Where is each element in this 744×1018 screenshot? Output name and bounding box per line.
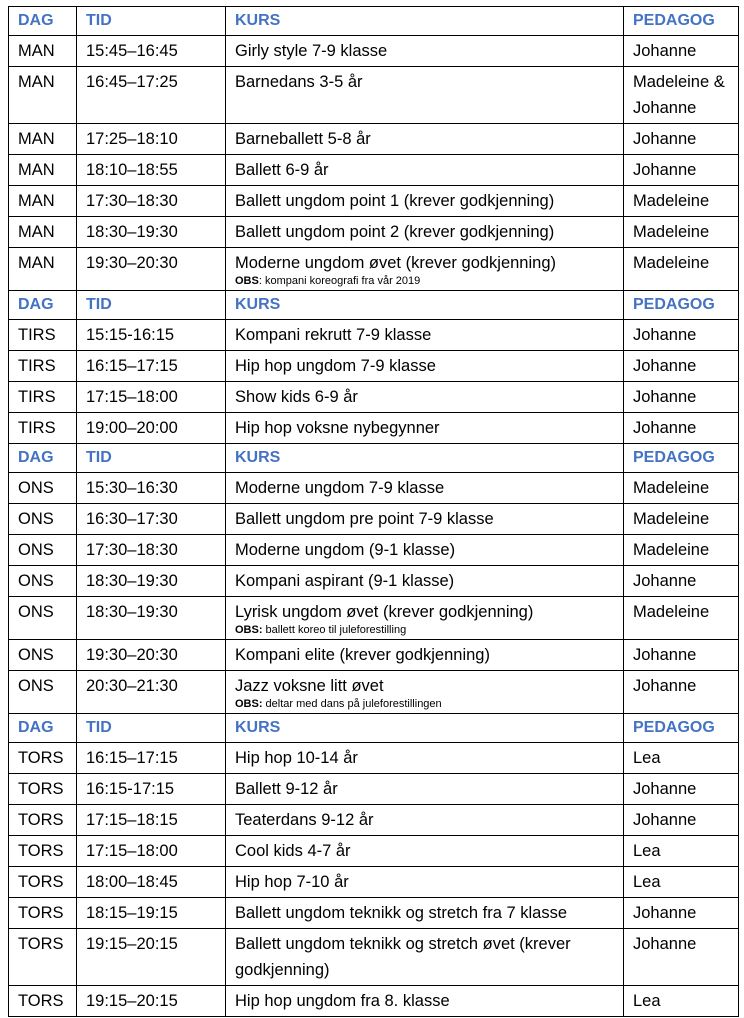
cell-teacher: Johanne — [624, 351, 739, 382]
table-row — [9, 898, 739, 929]
table-row — [9, 566, 739, 597]
header-course: KURS — [226, 7, 624, 36]
cell-course — [226, 382, 624, 413]
table-row — [9, 986, 739, 1017]
cell-teacher: Madeleine — [624, 248, 739, 291]
course-name: Barneballett 5-8 år — [235, 130, 371, 148]
table-row — [9, 473, 739, 504]
header-row — [9, 444, 739, 473]
note-text: deltar med dans på juleforestillingen — [262, 698, 442, 710]
header-time: TID — [77, 444, 226, 473]
cell-day: TIRS — [9, 351, 77, 382]
cell-course — [226, 805, 624, 836]
table-row — [9, 836, 739, 867]
cell-course — [226, 186, 624, 217]
cell-teacher: Madeleine — [624, 186, 739, 217]
table-row — [9, 124, 739, 155]
cell-course — [226, 67, 624, 124]
cell-day: TORS — [9, 929, 77, 986]
table-row — [9, 413, 739, 444]
cell-time: 17:15–18:00 — [77, 836, 226, 867]
cell-day: TORS — [9, 805, 77, 836]
cell-course — [226, 351, 624, 382]
cell-teacher: Madeleine — [624, 217, 739, 248]
course-name: Hip hop ungdom 7-9 klasse — [235, 357, 436, 375]
cell-teacher: Johanne — [624, 155, 739, 186]
cell-time: 17:15–18:15 — [77, 805, 226, 836]
course-name: Teaterdans 9-12 år — [235, 811, 374, 829]
schedule — [8, 6, 738, 1017]
table-row — [9, 351, 739, 382]
cell-teacher: Madeleine — [624, 535, 739, 566]
cell-time: 17:15–18:00 — [77, 382, 226, 413]
cell-day: ONS — [9, 504, 77, 535]
course-name: Hip hop voksne nybegynner — [235, 419, 440, 437]
cell-teacher: Johanne — [624, 36, 739, 67]
table-row — [9, 640, 739, 671]
course-name: Ballett 6-9 år — [235, 161, 329, 179]
cell-course — [226, 898, 624, 929]
cell-day: MAN — [9, 124, 77, 155]
table-row — [9, 743, 739, 774]
cell-course — [226, 640, 624, 671]
header-teacher: PEDAGOG — [624, 444, 739, 473]
cell-day: ONS — [9, 535, 77, 566]
cell-day: ONS — [9, 640, 77, 671]
cell-teacher: Madeleine — [624, 597, 739, 640]
cell-time: 16:45–17:25 — [77, 67, 226, 124]
header-day: DAG — [9, 291, 77, 320]
cell-day: TIRS — [9, 382, 77, 413]
cell-time: 18:15–19:15 — [77, 898, 226, 929]
cell-day: TORS — [9, 986, 77, 1017]
cell-teacher: Johanne — [624, 805, 739, 836]
cell-course — [226, 836, 624, 867]
cell-day: ONS — [9, 671, 77, 714]
header-teacher: PEDAGOG — [624, 291, 739, 320]
course-name: Hip hop 7-10 år — [235, 873, 349, 891]
course-name: Ballett ungdom teknikk og stretch fra 7 klasse — [235, 904, 567, 922]
course-name: Show kids 6-9 år — [235, 388, 358, 406]
cell-teacher: Madeleine — [624, 473, 739, 504]
course-name: Hip hop 10-14 år — [235, 749, 358, 767]
header-row — [9, 291, 739, 320]
cell-time: 19:00–20:00 — [77, 413, 226, 444]
cell-time: 19:30–20:30 — [77, 248, 226, 291]
cell-teacher: Johanne — [624, 320, 739, 351]
cell-time: 16:15–17:15 — [77, 743, 226, 774]
cell-time: 17:30–18:30 — [77, 186, 226, 217]
cell-teacher: Johanne — [624, 640, 739, 671]
cell-day: MAN — [9, 155, 77, 186]
cell-time: 15:45–16:45 — [77, 36, 226, 67]
cell-course — [226, 473, 624, 504]
table-row — [9, 382, 739, 413]
cell-course — [226, 535, 624, 566]
cell-time: 18:10–18:55 — [77, 155, 226, 186]
course-name: Ballett ungdom teknikk og stretch øvet (krever godkjenning) — [235, 935, 571, 979]
cell-course — [226, 124, 624, 155]
cell-teacher: Lea — [624, 836, 739, 867]
table-row — [9, 504, 739, 535]
header-teacher: PEDAGOG — [624, 714, 739, 743]
cell-time: 15:30–16:30 — [77, 473, 226, 504]
course-name: Barnedans 3-5 år — [235, 73, 363, 91]
cell-day: TORS — [9, 743, 77, 774]
cell-course — [226, 743, 624, 774]
cell-day: ONS — [9, 597, 77, 640]
cell-teacher: Madeleine — [624, 504, 739, 535]
header-course: KURS — [226, 714, 624, 743]
cell-course — [226, 320, 624, 351]
cell-time: 17:25–18:10 — [77, 124, 226, 155]
course-note — [235, 624, 614, 637]
cell-time: 20:30–21:30 — [77, 671, 226, 714]
cell-teacher: Johanne — [624, 774, 739, 805]
cell-time: 19:30–20:30 — [77, 640, 226, 671]
table-row — [9, 671, 739, 714]
course-name: Ballett ungdom pre point 7-9 klasse — [235, 510, 494, 528]
cell-teacher: Johanne — [624, 671, 739, 714]
cell-time: 18:00–18:45 — [77, 867, 226, 898]
cell-day: TIRS — [9, 320, 77, 351]
course-name: Moderne ungdom øvet (krever godkjenning) — [235, 254, 557, 272]
cell-day: ONS — [9, 473, 77, 504]
cell-teacher: Johanne — [624, 929, 739, 986]
cell-time: 18:30–19:30 — [77, 566, 226, 597]
cell-time: 17:30–18:30 — [77, 535, 226, 566]
cell-day: MAN — [9, 217, 77, 248]
header-row — [9, 714, 739, 743]
course-name: Jazz voksne litt øvet — [235, 677, 384, 695]
header-course: KURS — [226, 291, 624, 320]
cell-day: TIRS — [9, 413, 77, 444]
table-row — [9, 867, 739, 898]
course-name: Kompani aspirant (9-1 klasse) — [235, 572, 455, 590]
header-time: TID — [77, 291, 226, 320]
header-course: KURS — [226, 444, 624, 473]
header-time: TID — [77, 7, 226, 36]
cell-day: MAN — [9, 36, 77, 67]
table-row — [9, 929, 739, 986]
cell-time: 19:15–20:15 — [77, 986, 226, 1017]
course-note — [235, 698, 614, 711]
course-name: Ballett ungdom point 2 (krever godkjenning) — [235, 223, 555, 241]
cell-teacher: Johanne — [624, 413, 739, 444]
header-day: DAG — [9, 7, 77, 36]
table-row — [9, 535, 739, 566]
course-name: Girly style 7-9 klasse — [235, 42, 388, 60]
header-day: DAG — [9, 714, 77, 743]
cell-course — [226, 929, 624, 986]
cell-teacher: Johanne — [624, 124, 739, 155]
note-label: OBS: — [235, 698, 263, 710]
table-row — [9, 186, 739, 217]
cell-time: 16:30–17:30 — [77, 504, 226, 535]
cell-teacher: Lea — [624, 867, 739, 898]
course-note — [235, 275, 614, 288]
cell-teacher: Madeleine & Johanne — [624, 67, 739, 124]
cell-day: TORS — [9, 867, 77, 898]
course-name: Ballett 9-12 år — [235, 780, 338, 798]
table-row — [9, 248, 739, 291]
cell-time: 16:15-17:15 — [77, 774, 226, 805]
cell-course — [226, 867, 624, 898]
cell-time: 15:15-16:15 — [77, 320, 226, 351]
cell-day: ONS — [9, 566, 77, 597]
table-row — [9, 774, 739, 805]
cell-course — [226, 986, 624, 1017]
cell-course — [226, 566, 624, 597]
schedule-table — [8, 6, 739, 1017]
cell-teacher: Lea — [624, 743, 739, 774]
cell-course — [226, 774, 624, 805]
cell-day: MAN — [9, 248, 77, 291]
table-row — [9, 67, 739, 124]
course-name: Lyrisk ungdom øvet (krever godkjenning) — [235, 603, 534, 621]
cell-course — [226, 217, 624, 248]
cell-course — [226, 597, 624, 640]
cell-time: 18:30–19:30 — [77, 217, 226, 248]
cell-course — [226, 504, 624, 535]
table-row — [9, 36, 739, 67]
course-name: Moderne ungdom 7-9 klasse — [235, 479, 445, 497]
cell-teacher: Lea — [624, 986, 739, 1017]
table-row — [9, 217, 739, 248]
note-text: ballett koreo til juleforestilling — [262, 624, 407, 636]
course-name: Hip hop ungdom fra 8. klasse — [235, 992, 450, 1010]
course-name: Moderne ungdom (9-1 klasse) — [235, 541, 456, 559]
cell-course — [226, 36, 624, 67]
cell-course — [226, 671, 624, 714]
cell-day: TORS — [9, 774, 77, 805]
cell-course — [226, 155, 624, 186]
table-row — [9, 805, 739, 836]
cell-course — [226, 248, 624, 291]
cell-day: TORS — [9, 836, 77, 867]
cell-teacher: Johanne — [624, 566, 739, 597]
cell-day: MAN — [9, 67, 77, 124]
header-day: DAG — [9, 444, 77, 473]
cell-time: 19:15–20:15 — [77, 929, 226, 986]
note-label: OBS: — [235, 624, 263, 636]
note-label: OBS — [235, 275, 259, 287]
course-name: Cool kids 4-7 år — [235, 842, 351, 860]
course-name: Kompani rekrutt 7-9 klasse — [235, 326, 432, 344]
header-time: TID — [77, 714, 226, 743]
cell-teacher: Johanne — [624, 382, 739, 413]
header-teacher: PEDAGOG — [624, 7, 739, 36]
table-row — [9, 155, 739, 186]
note-text: : kompani koreografi fra vår 2019 — [258, 275, 421, 287]
cell-course — [226, 413, 624, 444]
cell-time: 16:15–17:15 — [77, 351, 226, 382]
table-row — [9, 597, 739, 640]
cell-time: 18:30–19:30 — [77, 597, 226, 640]
table-row — [9, 320, 739, 351]
cell-teacher: Johanne — [624, 898, 739, 929]
cell-day: TORS — [9, 898, 77, 929]
cell-day: MAN — [9, 186, 77, 217]
course-name: Ballett ungdom point 1 (krever godkjenning) — [235, 192, 555, 210]
course-name: Kompani elite (krever godkjenning) — [235, 646, 490, 664]
header-row — [9, 7, 739, 36]
